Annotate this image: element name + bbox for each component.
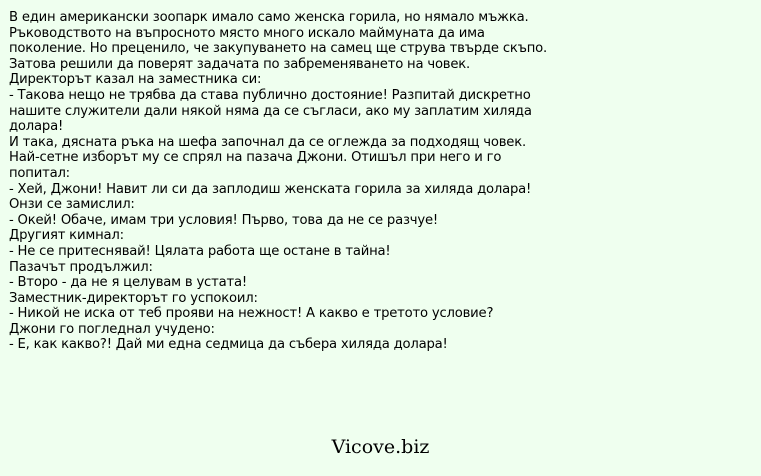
joke-line: Заместник-директорът го успокоил: bbox=[9, 290, 258, 306]
joke-line: - Не се притеснявай! Цялата работа ще остане в тайна! bbox=[9, 243, 391, 259]
site-watermark: Vicove.biz bbox=[331, 436, 430, 458]
joke-line: Другият кимнал: bbox=[9, 228, 124, 244]
joke-line: - Такова нещо не трябва да става публично достояние! Разпитай дискретно bbox=[9, 87, 531, 103]
joke-line: - Второ - да не я целувам в устата! bbox=[9, 275, 247, 291]
joke-line: - Е, как какво?! Дай ми една седмица да събера хиляда долара! bbox=[9, 337, 448, 353]
joke-line: Джони го погледнал учудено: bbox=[9, 321, 215, 337]
joke-line: - Хей, Джони! Навит ли си да заплодиш женската горила за хиляда долара! bbox=[9, 181, 532, 197]
joke-line: - Никой не иска от теб прояви на нежност! А какво е третото условие? bbox=[9, 306, 494, 322]
joke-line: И така, дясната ръка на шефа започнал да се оглежда за подходящ човек. bbox=[9, 134, 526, 150]
joke-line: В един американски зоопарк имало само женска горила, но нямало мъжка. bbox=[9, 10, 529, 25]
joke-line: Пазачът продължил: bbox=[9, 259, 153, 275]
joke-line: поколение. Но преценило, че закупуването на самец ще струва твърде скъпо. bbox=[9, 41, 548, 57]
joke-line: Директорът казал на заместника си: bbox=[9, 72, 262, 88]
joke-line: нашите служители дали някой няма да се съгласи, ако му заплатим хиляда bbox=[9, 103, 532, 119]
joke-line: Най-сетне изборът му се спрял на пазача Джони. Отишъл при него и го bbox=[9, 150, 502, 166]
joke-line: - Окей! Обаче, имам три условия! Първо, това да не се разчуе! bbox=[9, 212, 438, 228]
joke-line: долара! bbox=[9, 119, 64, 135]
joke-line: попитал: bbox=[9, 165, 70, 181]
joke-text bbox=[9, 10, 754, 353]
joke-line: Онзи се замислил: bbox=[9, 197, 135, 213]
joke-line: Затова решили да поверят задачата по забременяването на човек. bbox=[9, 56, 471, 72]
joke-line: Ръководството на въпросното място много искало маймуната да има bbox=[9, 25, 485, 41]
